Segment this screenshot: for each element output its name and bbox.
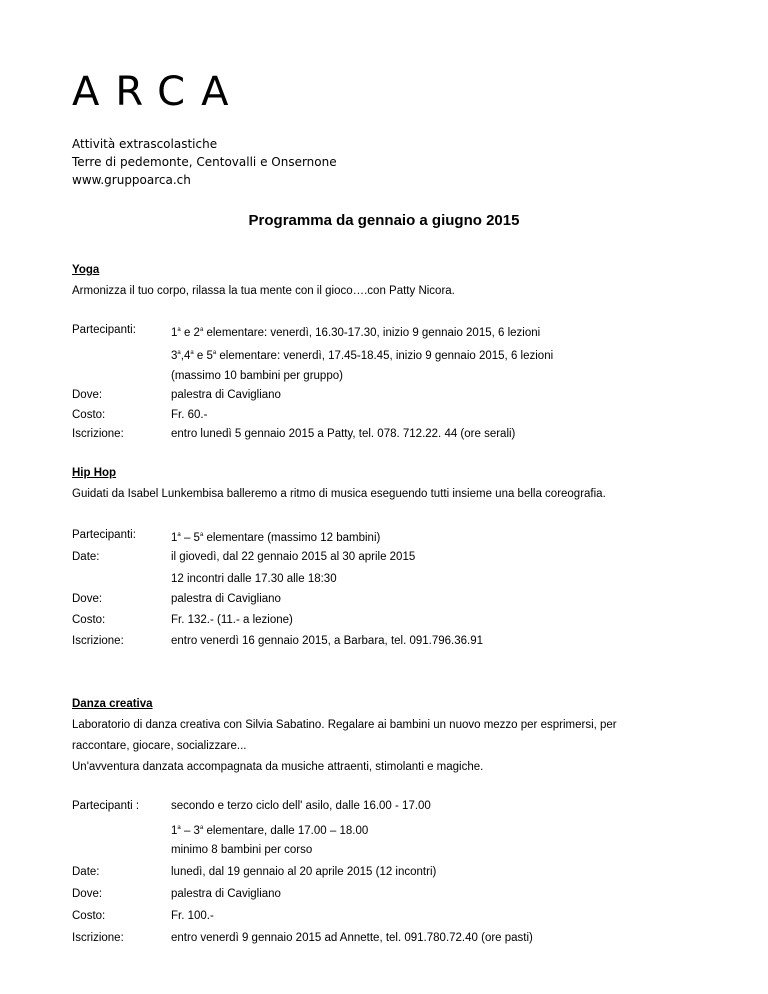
hiphop-date-1: il giovedì, dal 22 gennaio 2015 al 30 aprile 2015 xyxy=(171,551,416,563)
yoga-dove-label: Dove: xyxy=(72,389,103,401)
yoga-intro: Armonizza il tuo corpo, rilassa la tua mente con il gioco….con Patty Nicora. xyxy=(72,285,455,297)
danza-heading: Danza creativa xyxy=(72,698,153,710)
hiphop-dove-label: Dove: xyxy=(72,593,103,605)
yoga-partecipanti-line-3: (massimo 10 bambini per gruppo) xyxy=(171,370,343,382)
yoga-iscrizione-label: Iscrizione: xyxy=(72,428,124,440)
danza-date: lunedì, dal 19 gennaio al 20 aprile 2015 (12 incontri) xyxy=(171,866,437,878)
hiphop-date-2: 12 incontri dalle 17.30 alle 18:30 xyxy=(171,573,337,585)
yoga-costo: Fr. 60.- xyxy=(171,409,208,421)
hiphop-costo: Fr. 132.- (11.- a lezione) xyxy=(171,614,293,626)
header-line-2: Terre di pedemonte, Centovalli e Onsernone xyxy=(72,155,337,169)
yoga-heading: Yoga xyxy=(72,264,100,276)
header-website: www.gruppoarca.ch xyxy=(72,173,191,187)
yoga-dove: palestra di Cavigliano xyxy=(171,389,281,401)
danza-partecipanti-1: secondo e terzo ciclo dell' asilo, dalle 16.00 - 17.00 xyxy=(171,800,431,812)
page-title: Programma da gennaio a giugno 2015 xyxy=(248,212,520,229)
danza-costo-label: Costo: xyxy=(72,910,106,922)
danza-iscrizione: entro venerdì 9 gennaio 2015 ad Annette, tel. 091.780.72.40 (ore pasti) xyxy=(171,932,533,944)
hiphop-partecipanti-label: Partecipanti: xyxy=(72,529,136,541)
danza-intro-3: Un'avventura danzata accompagnata da musiche attraenti, stimolanti e magiche. xyxy=(72,761,484,773)
danza-dove-label: Dove: xyxy=(72,888,103,900)
danza-partecipanti-label: Partecipanti : xyxy=(72,800,140,812)
hiphop-date-label: Date: xyxy=(72,551,100,563)
hiphop-heading: Hip Hop xyxy=(72,467,117,479)
yoga-partecipanti-line-1: 1$^a$ e 2$^a$ elementare: venerdì, 16.30-17.30, inizio 9 gennaio 2015, 6 lezioni xyxy=(171,327,541,339)
hiphop-partecipanti: 1$^a$ – 5$^a$ elementare (massimo 12 bambini) xyxy=(171,532,381,544)
header-line-1: Attività extrascolastiche xyxy=(72,137,218,151)
danza-partecipanti-3: minimo 8 bambini per corso xyxy=(171,844,313,856)
yoga-partecipanti-line-2: 3$^a$,4$^a$ e 5$^a$ elementare: venerdì, 17.45-18.45, inizio 9 gennaio 2015, 6 lezioni xyxy=(171,350,554,362)
arca-logo: ARCA xyxy=(72,69,245,115)
hiphop-iscrizione-label: Iscrizione: xyxy=(72,635,124,647)
yoga-costo-label: Costo: xyxy=(72,409,106,421)
danza-intro-2: raccontare, giocare, socializzare... xyxy=(72,740,247,752)
danza-date-label: Date: xyxy=(72,866,100,878)
danza-costo: Fr. 100.- xyxy=(171,910,214,922)
danza-dove: palestra di Cavigliano xyxy=(171,888,281,900)
danza-partecipanti-2: 1$^a$ – 3$^a$ elementare, dalle 17.00 – 18.00 xyxy=(171,825,369,837)
yoga-iscrizione: entro lunedì 5 gennaio 2015 a Patty, tel. 078. 712.22. 44 (ore serali) xyxy=(171,428,516,440)
hiphop-iscrizione: entro venerdì 16 gennaio 2015, a Barbara, tel. 091.796.36.91 xyxy=(171,635,484,647)
danza-intro-1: Laboratorio di danza creativa con Silvia Sabatino. Regalare ai bambini un nuovo mezzo per esprimersi, per xyxy=(72,719,617,731)
hiphop-intro: Guidati da Isabel Lunkembisa balleremo a ritmo di musica eseguendo tutti insieme una bella coreografia. xyxy=(72,488,606,500)
hiphop-costo-label: Costo: xyxy=(72,614,106,626)
hiphop-dove: palestra di Cavigliano xyxy=(171,593,281,605)
danza-iscrizione-label: Iscrizione: xyxy=(72,932,124,944)
yoga-partecipanti-label: Partecipanti: xyxy=(72,324,136,336)
